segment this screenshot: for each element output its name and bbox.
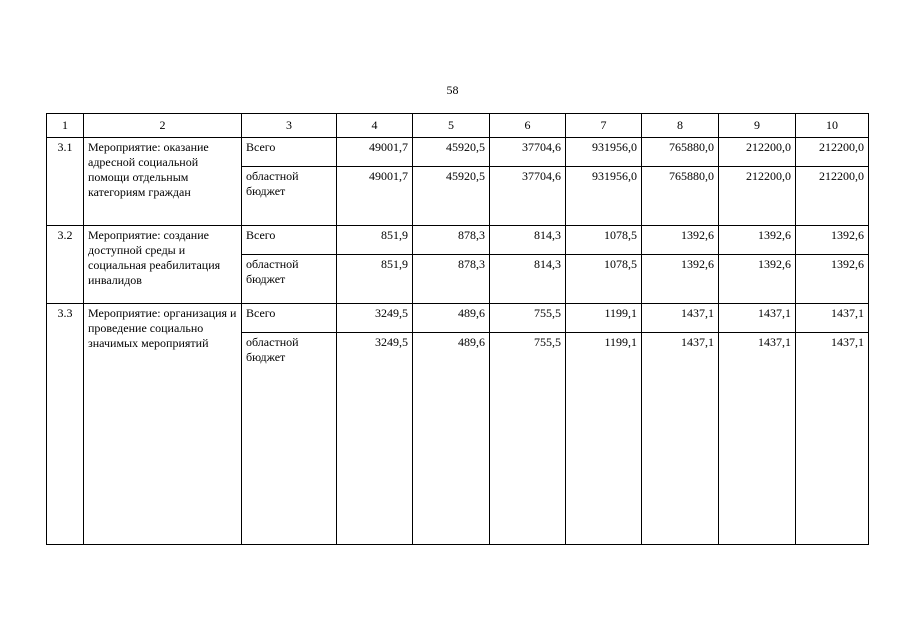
value-cell: 489,6 bbox=[413, 333, 490, 545]
value-cell: 1437,1 bbox=[796, 304, 869, 333]
value-cell: 45920,5 bbox=[413, 138, 490, 167]
value-cell: 931956,0 bbox=[566, 138, 642, 167]
header-row bbox=[47, 114, 869, 138]
value-cell: 489,6 bbox=[413, 304, 490, 333]
value-cell: 1078,5 bbox=[566, 226, 642, 255]
value-cell: 1437,1 bbox=[719, 333, 796, 545]
value-cell: 878,3 bbox=[413, 226, 490, 255]
row-index: 3.2 bbox=[47, 226, 84, 304]
value-cell: 1078,5 bbox=[566, 255, 642, 304]
value-cell: 1392,6 bbox=[719, 226, 796, 255]
value-cell: 765880,0 bbox=[642, 167, 719, 226]
header-cell: 8 bbox=[642, 114, 719, 138]
budget-table bbox=[46, 113, 869, 545]
value-cell: 3249,5 bbox=[337, 304, 413, 333]
row-index: 3.3 bbox=[47, 304, 84, 545]
value-cell: 755,5 bbox=[490, 333, 566, 545]
header-cell: 2 bbox=[84, 114, 242, 138]
value-cell: 814,3 bbox=[490, 226, 566, 255]
value-cell: 212200,0 bbox=[796, 138, 869, 167]
value-cell: 37704,6 bbox=[490, 138, 566, 167]
header-cell: 6 bbox=[490, 114, 566, 138]
table-row bbox=[47, 226, 869, 255]
value-cell: 3249,5 bbox=[337, 333, 413, 545]
value-cell: 1199,1 bbox=[566, 333, 642, 545]
header-cell: 3 bbox=[242, 114, 337, 138]
header-cell: 7 bbox=[566, 114, 642, 138]
header-cell: 10 bbox=[796, 114, 869, 138]
value-cell: 878,3 bbox=[413, 255, 490, 304]
page-number: 58 bbox=[446, 83, 459, 97]
value-cell: 765880,0 bbox=[642, 138, 719, 167]
value-cell: 49001,7 bbox=[337, 138, 413, 167]
value-cell: 1437,1 bbox=[642, 333, 719, 545]
funding-type: областной бюджет bbox=[242, 333, 337, 545]
row-description: Мероприятие: создание доступной среды и социальная реабилитация инвалидов bbox=[84, 226, 242, 304]
funding-type: Всего bbox=[242, 226, 337, 255]
value-cell: 851,9 bbox=[337, 255, 413, 304]
row-description: Мероприятие: организация и проведение социально значимых мероприятий bbox=[84, 304, 242, 545]
value-cell: 1437,1 bbox=[719, 304, 796, 333]
value-cell: 49001,7 bbox=[337, 167, 413, 226]
value-cell: 755,5 bbox=[490, 304, 566, 333]
value-cell: 1392,6 bbox=[642, 255, 719, 304]
header-cell: 5 bbox=[413, 114, 490, 138]
value-cell: 212200,0 bbox=[796, 167, 869, 226]
value-cell: 1392,6 bbox=[796, 255, 869, 304]
value-cell: 1392,6 bbox=[796, 226, 869, 255]
value-cell: 212200,0 bbox=[719, 138, 796, 167]
value-cell: 931956,0 bbox=[566, 167, 642, 226]
value-cell: 814,3 bbox=[490, 255, 566, 304]
header-cell: 1 bbox=[47, 114, 84, 138]
row-description: Мероприятие: оказание адресной социальной помощи отдельным категориям граждан bbox=[84, 138, 242, 226]
funding-type: Всего bbox=[242, 138, 337, 167]
value-cell: 45920,5 bbox=[413, 167, 490, 226]
header-cell: 9 bbox=[719, 114, 796, 138]
table-row bbox=[47, 138, 869, 167]
value-cell: 212200,0 bbox=[719, 167, 796, 226]
row-index: 3.1 bbox=[47, 138, 84, 226]
value-cell: 1437,1 bbox=[796, 333, 869, 545]
funding-type: областной бюджет bbox=[242, 255, 337, 304]
table-row bbox=[47, 304, 869, 333]
value-cell: 1392,6 bbox=[642, 226, 719, 255]
value-cell: 851,9 bbox=[337, 226, 413, 255]
value-cell: 1437,1 bbox=[642, 304, 719, 333]
value-cell: 1392,6 bbox=[719, 255, 796, 304]
value-cell: 1199,1 bbox=[566, 304, 642, 333]
funding-type: Всего bbox=[242, 304, 337, 333]
funding-type: областной бюджет bbox=[242, 167, 337, 226]
header-cell: 4 bbox=[337, 114, 413, 138]
value-cell: 37704,6 bbox=[490, 167, 566, 226]
